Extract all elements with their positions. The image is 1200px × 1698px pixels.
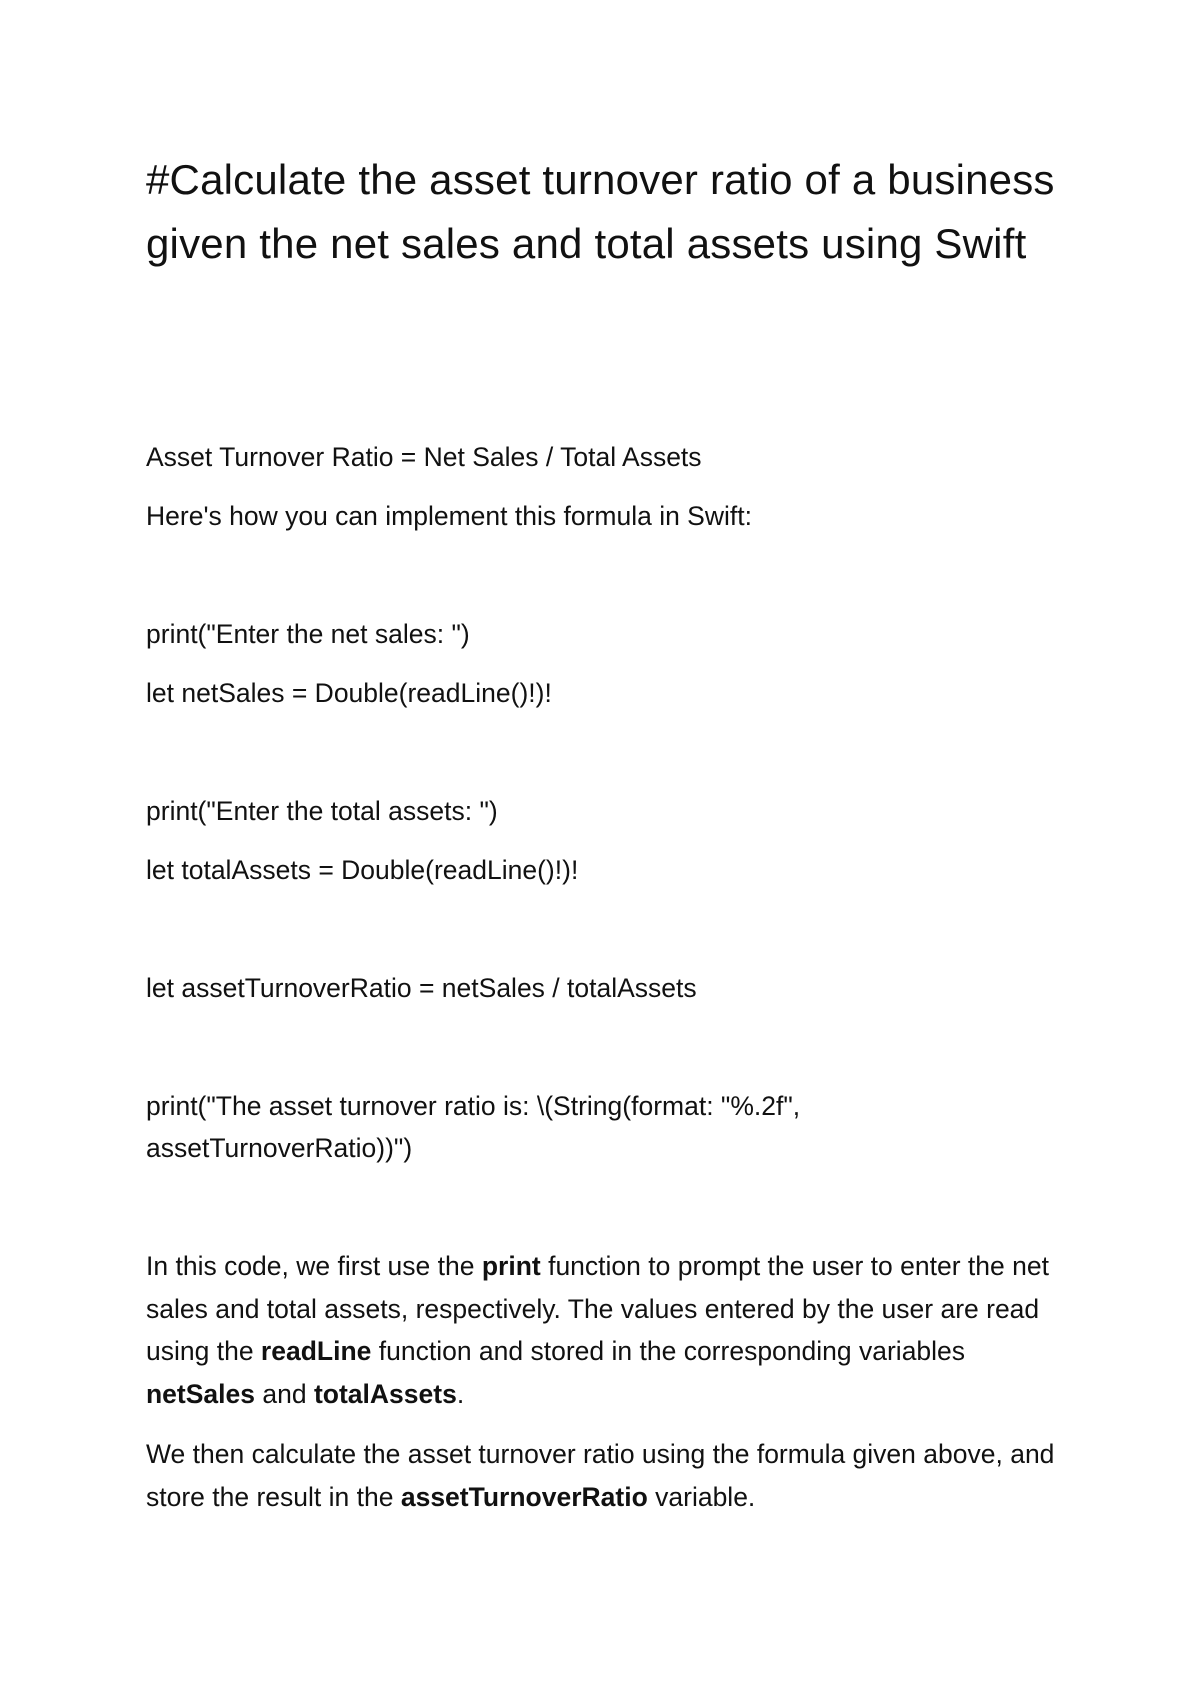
keyword-totalassets: totalAssets: [313, 1378, 457, 1409]
formula-line: Asset Turnover Ratio = Net Sales / Total Assets: [146, 442, 702, 472]
document-title: #Calculate the asset turnover ratio of a business given the net sales and total assets using Swift: [146, 156, 1055, 267]
keyword-netsales: netSales: [146, 1378, 256, 1409]
code-line-6a: print("The asset turnover ratio is: \(String(format: "%.2f",: [146, 1091, 801, 1121]
code-line-5: let assetTurnoverRatio = netSales / totalAssets: [146, 973, 697, 1003]
code-line-4: let totalAssets = Double(readLine()!)!: [146, 855, 579, 885]
keyword-readline: readLine: [260, 1336, 372, 1366]
explanation-1-text-2: function to prompt the user to enter the net sales and total assets, respectively. The values entered by the user are read using the: [146, 1251, 1049, 1366]
explanation-1-text-4: and: [255, 1378, 314, 1409]
explanation-2-text-1: We then calculate the asset turnover ratio using the formula given above, and store the result in the: [146, 1439, 1055, 1512]
intro-line: Here's how you can implement this formula in Swift:: [146, 501, 752, 531]
code-line-3: print("Enter the total assets: "): [146, 796, 498, 826]
explanation-1-text-1: In this code, we first use the: [146, 1251, 482, 1281]
keyword-print: print: [481, 1251, 541, 1281]
explanation-paragraph-1: [146, 1245, 1066, 1415]
explanation-1-text-5: .: [456, 1378, 465, 1409]
explanation-paragraph-2: [146, 1433, 1066, 1518]
code-line-6b: assetTurnoverRatio))"): [146, 1133, 413, 1163]
keyword-assetturnoverratio: assetTurnoverRatio: [400, 1481, 648, 1512]
explanation-1-text-3: function and stored in the corresponding variables: [371, 1336, 966, 1366]
explanation-2-text-2: variable.: [647, 1481, 756, 1512]
code-line-1: print("Enter the net sales: "): [146, 619, 470, 649]
code-line-2: let netSales = Double(readLine()!)!: [146, 678, 552, 708]
